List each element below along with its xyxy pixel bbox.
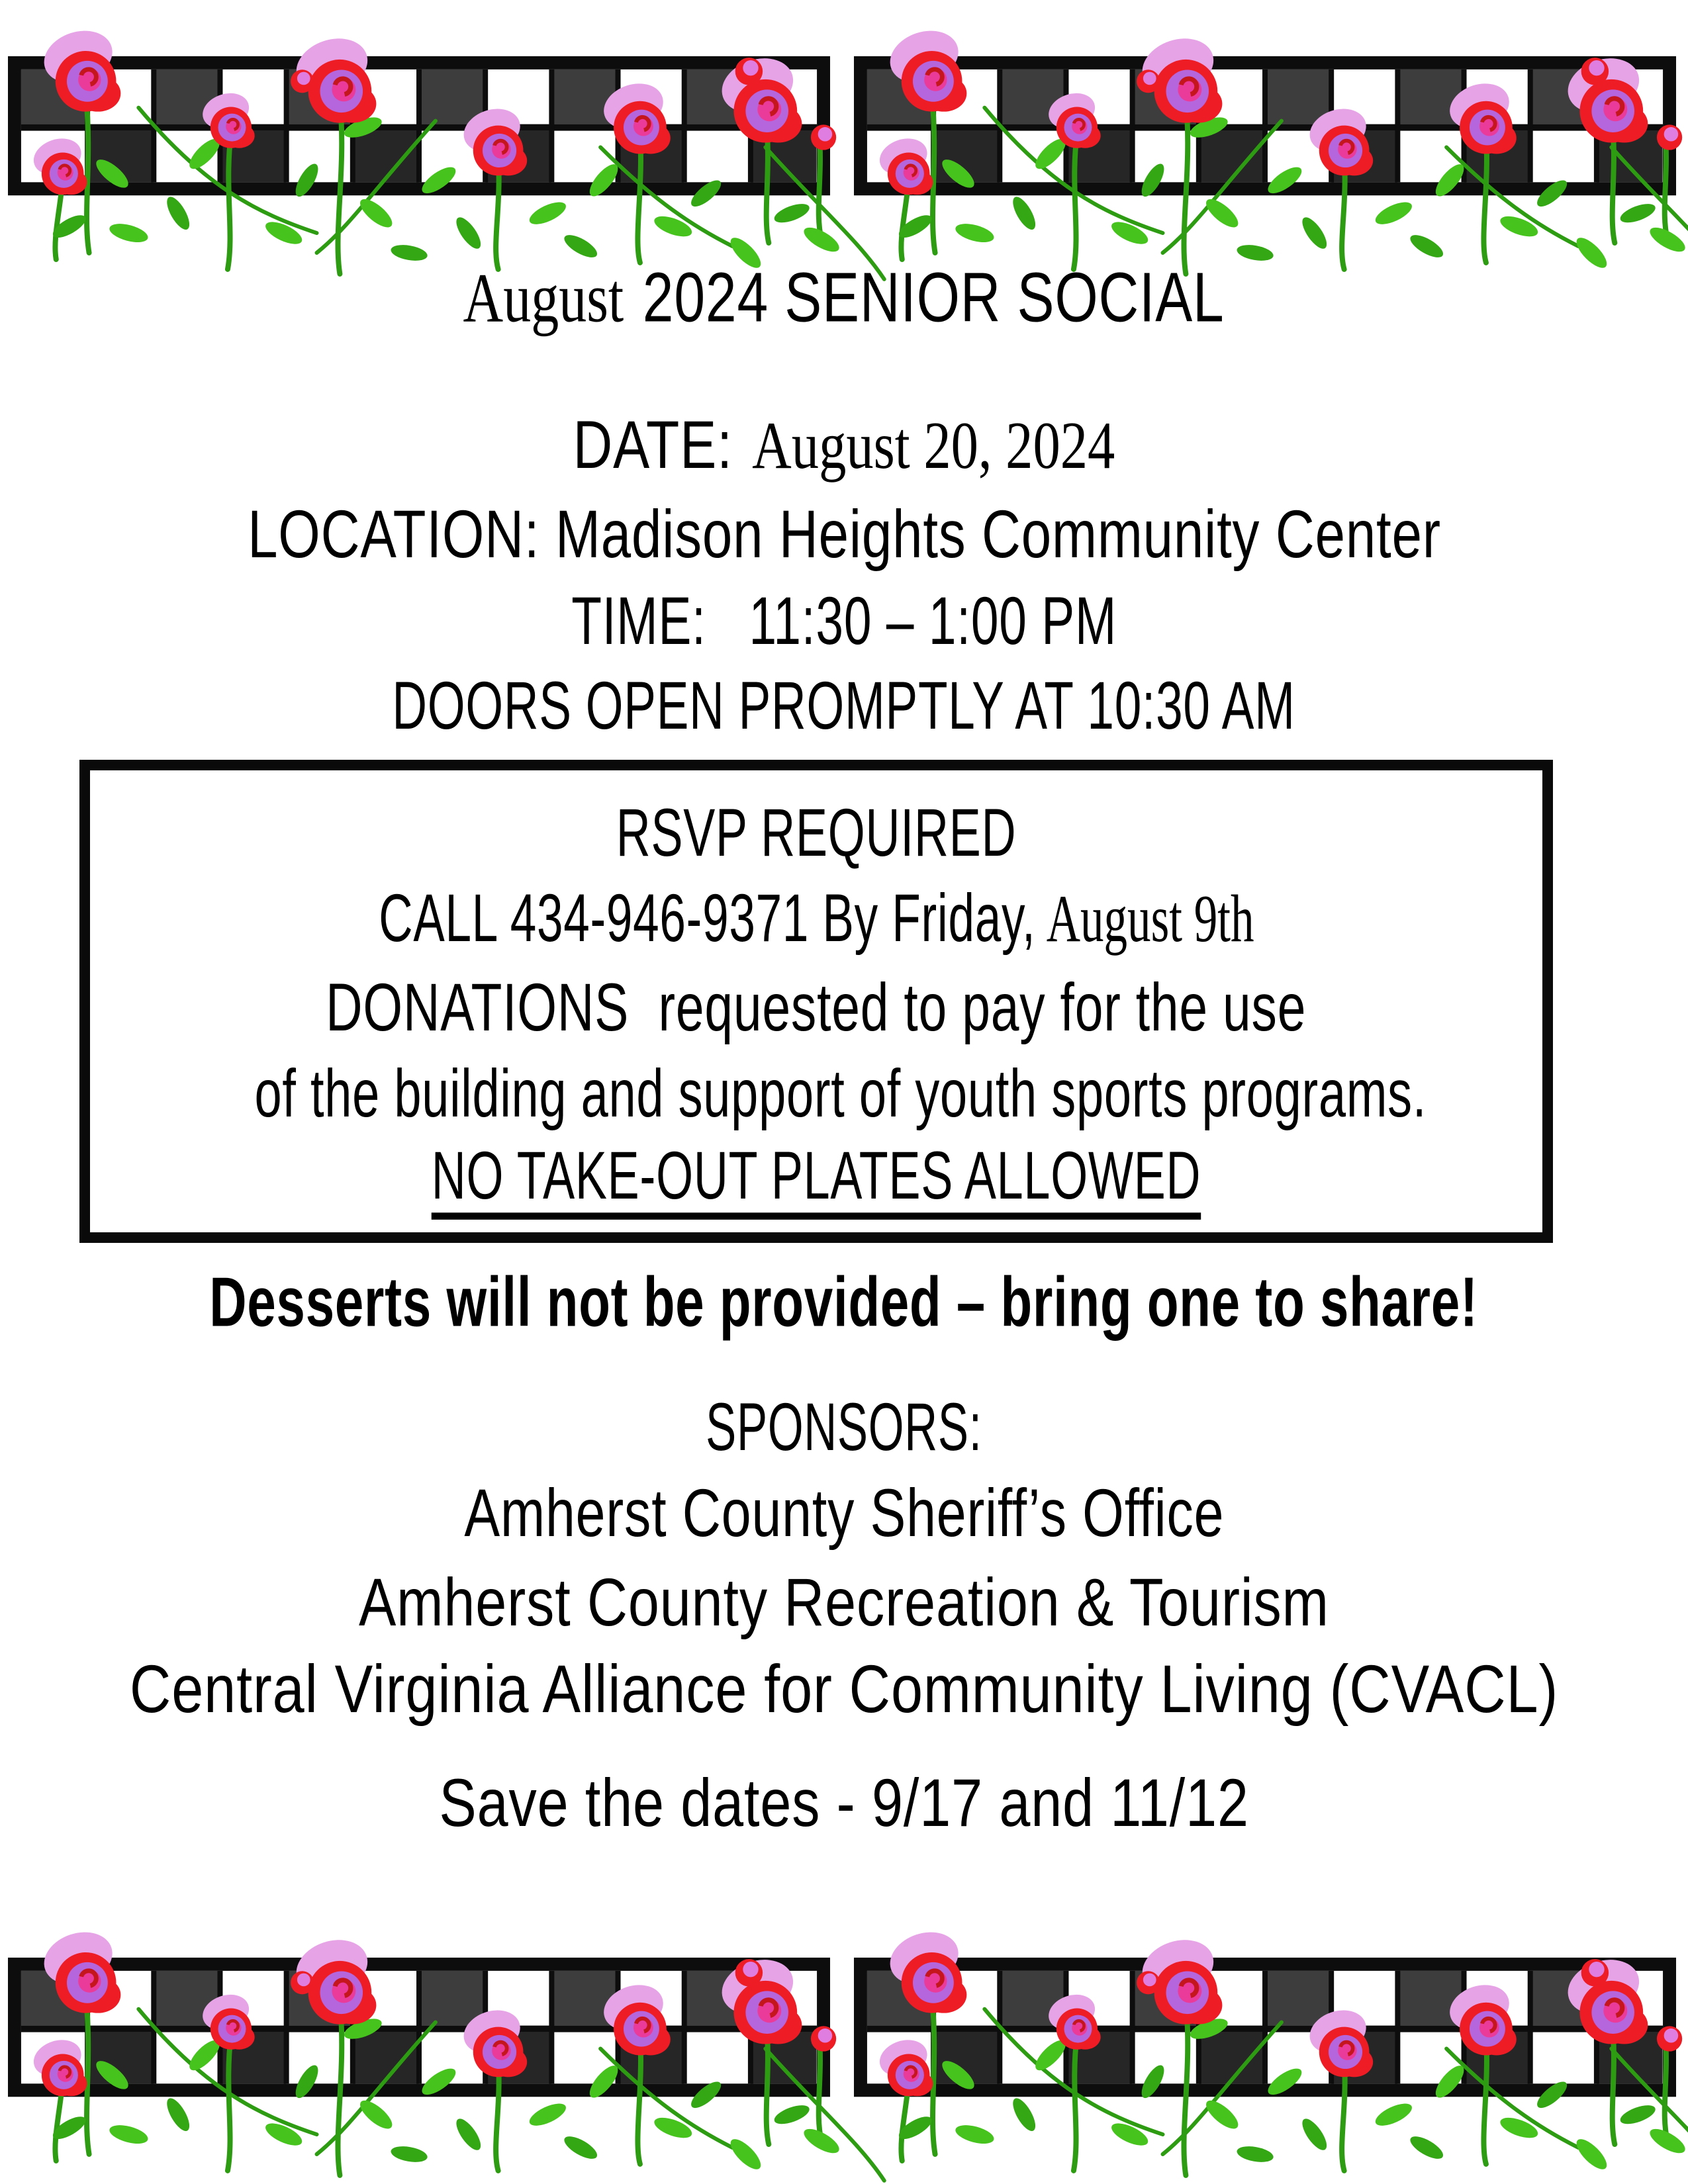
sponsor-item: Amherst County Sheriff’s Office bbox=[464, 1475, 1224, 1551]
title-month: August bbox=[463, 258, 624, 337]
page-title bbox=[0, 257, 1688, 337]
date-value: August 20, 2024 bbox=[752, 407, 1115, 483]
rose-trellis-icon bbox=[853, 15, 1677, 279]
date-label: DATE: bbox=[573, 407, 733, 483]
rose-trellis-icon bbox=[7, 1917, 831, 2181]
rsvp-donations-line: DONATIONS requested to pay for the use bbox=[326, 970, 1307, 1046]
rsvp-call-line bbox=[79, 880, 1553, 956]
rsvp-call-serif: August 9th bbox=[1046, 880, 1254, 956]
rose-trellis-icon bbox=[7, 15, 831, 279]
date-line bbox=[0, 407, 1688, 483]
rsvp-required-line: RSVP REQUIRED bbox=[616, 795, 1017, 871]
sponsor-item: Amherst County Recreation & Tourism bbox=[359, 1565, 1329, 1641]
rose-border-top bbox=[7, 15, 1681, 279]
time-line: TIME: 11:30 – 1:00 PM bbox=[571, 583, 1117, 659]
title-rest: 2024 SENIOR SOCIAL bbox=[643, 257, 1225, 337]
save-the-dates-line: Save the dates - 9/17 and 11/12 bbox=[439, 1765, 1249, 1841]
rsvp-building-line: of the building and support of youth sports programs. bbox=[254, 1056, 1427, 1132]
sponsors-heading: SPONSORS: bbox=[706, 1389, 982, 1465]
location-line: LOCATION: Madison Heights Community Center bbox=[247, 496, 1441, 572]
rose-border-bottom bbox=[7, 1917, 1681, 2181]
rose-trellis-icon bbox=[853, 1917, 1677, 2181]
rsvp-call-sans: CALL 434-946-9371 By Friday, bbox=[378, 880, 1036, 956]
no-takeout-line: NO TAKE-OUT PLATES ALLOWED bbox=[431, 1138, 1201, 1214]
doors-line: DOORS OPEN PROMPTLY AT 10:30 AM bbox=[392, 668, 1296, 744]
dessert-note: Desserts will not be provided – bring one to share! bbox=[209, 1262, 1479, 1342]
sponsor-item: Central Virginia Alliance for Community Living (CVACL) bbox=[129, 1651, 1559, 1727]
